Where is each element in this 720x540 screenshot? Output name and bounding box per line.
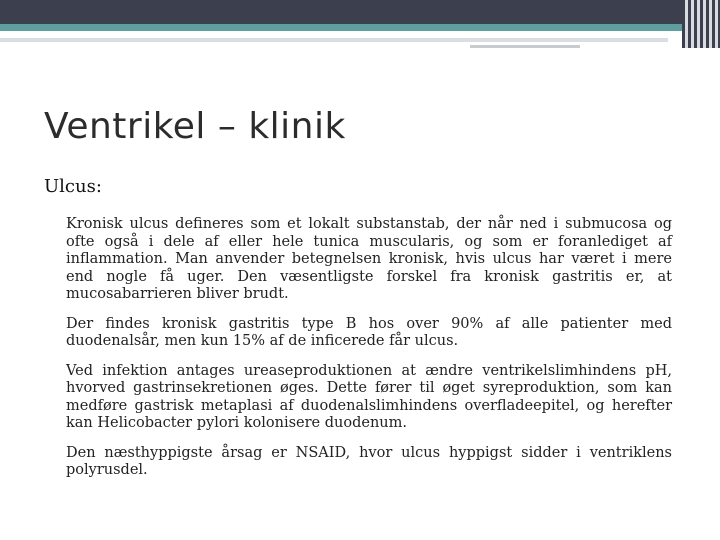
body-paragraph: Kronisk ulcus defineres som et lokalt substanstab, der når ned i submucosa og ofte også i dele af eller hele tunica muscularis, og som er foranlediget af inflammation. Man anvender betegnelsen kronisk, hvis ulcus har været i mere end nogle få uger. Den væsentligste forskel fra kronisk gastritis er, at mucosabarrieren bliver brudt. [66, 216, 672, 302]
slide-body [66, 216, 672, 492]
body-paragraph: Den næsthyppigste årsag er NSAID, hvor ulcus hyppigst sidder i ventriklens polyrusdel. [66, 444, 672, 478]
decorative-rule [0, 38, 668, 42]
body-paragraph: Ved infektion antages ureaseproduktionen at ændre ventrikelslimhindens pH, hvorved gastrinsekretionen øges. Dette fører til øget syreproduktion, som kan medføre gastrisk metaplasi af duodenalslimhindens overfladeepitel, og herefter kan Helicobacter pylori kolonisere duodenum. [66, 362, 672, 431]
header-accent-band [0, 24, 720, 31]
decorative-rule-short [470, 45, 580, 48]
corner-stripes-decoration [682, 0, 720, 48]
header-band [0, 0, 720, 24]
slide-title: Ventrikel – klinik [44, 106, 346, 147]
section-heading: Ulcus: [44, 176, 102, 197]
body-paragraph: Der findes kronisk gastritis type B hos over 90% af alle patienter med duodenalsår, men kun 15% af de inficerede får ulcus. [66, 315, 672, 349]
